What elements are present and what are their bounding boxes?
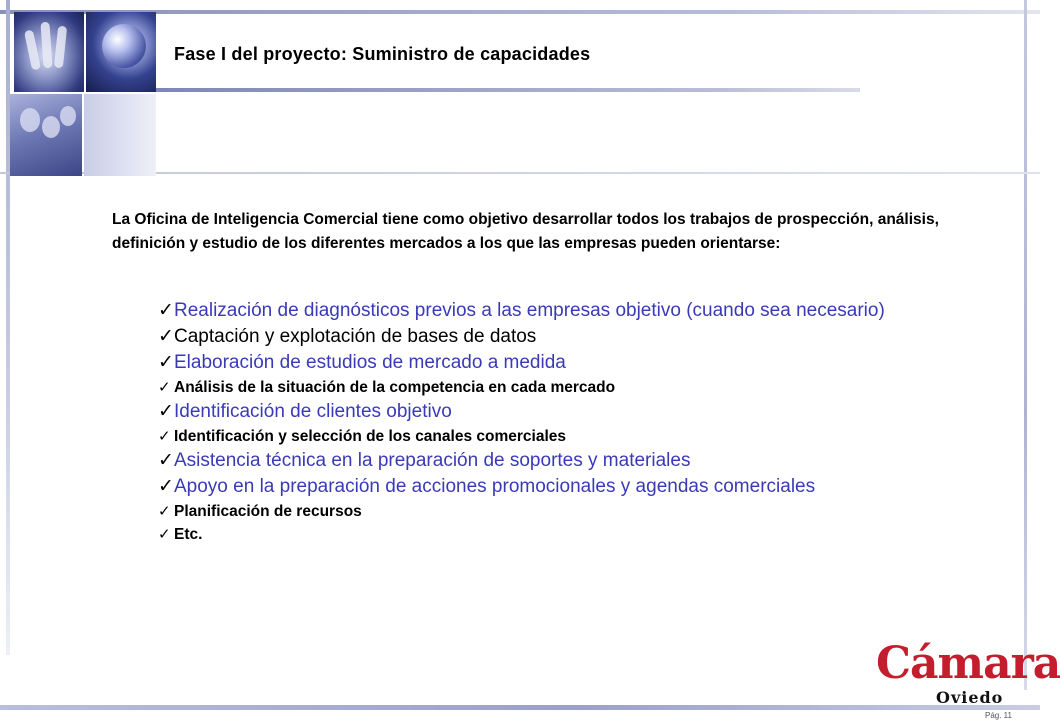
checkmark-icon: ✓	[158, 476, 174, 497]
bullet-text: Asistencia técnica en la preparación de soportes y materiales	[174, 450, 691, 471]
hands-photo	[14, 12, 84, 92]
team-photo	[10, 94, 82, 176]
bullet-text: Identificación de clientes objetivo	[174, 401, 452, 422]
bullet-item	[158, 474, 958, 500]
bullet-item	[158, 350, 958, 376]
middle-divider	[0, 172, 1040, 174]
checkmark-icon: ✓	[158, 401, 174, 422]
checkmark-icon: ✓	[158, 352, 174, 373]
collage-fade	[84, 94, 156, 176]
bullet-list	[158, 298, 958, 546]
bullet-text: Realización de diagnósticos previos a las empresas objetivo (cuando sea necesario)	[174, 300, 885, 321]
logo-brand: Cámara	[876, 638, 1060, 689]
slide-title: Fase I del proyecto: Suministro de capacidades	[174, 44, 591, 64]
intro-paragraph: La Oficina de Inteligencia Comercial tiene como objetivo desarrollar todos los trabajos de prospección, análisis, definición y estudio de los diferentes mercados a los que las empresas pueden orientarse:	[112, 211, 939, 252]
bullet-item	[158, 399, 958, 425]
bottom-divider	[0, 705, 1040, 710]
checkmark-icon: ✓	[158, 379, 171, 396]
bullet-item	[158, 298, 958, 324]
bullet-text: Planificación de recursos	[174, 503, 362, 520]
camara-logo	[876, 638, 1060, 707]
bullet-text: Análisis de la situación de la competencia en cada mercado	[174, 379, 616, 396]
bullet-item	[158, 523, 958, 546]
globe-photo	[86, 12, 156, 92]
top-divider	[0, 10, 1040, 14]
bullet-text: Etc.	[174, 526, 203, 543]
bullet-item	[158, 376, 958, 399]
checkmark-icon: ✓	[158, 300, 174, 321]
bullet-text: Apoyo en la preparación de acciones promocionales y agendas comerciales	[174, 476, 816, 497]
logo-city: Oviedo	[936, 688, 1004, 707]
checkmark-icon: ✓	[158, 450, 174, 471]
bullet-text: Elaboración de estudios de mercado a medida	[174, 352, 566, 373]
checkmark-icon: ✓	[158, 326, 174, 347]
bullet-item	[158, 425, 958, 448]
bullet-item	[158, 324, 958, 350]
checkmark-icon: ✓	[158, 526, 171, 543]
checkmark-icon: ✓	[158, 503, 171, 520]
right-divider	[1024, 0, 1027, 690]
bullet-item	[158, 500, 958, 523]
bullet-text: Captación y explotación de bases de datos	[174, 326, 537, 347]
page-number: Pág. 11	[985, 711, 1012, 720]
checkmark-icon: ✓	[158, 428, 171, 445]
bullet-item	[158, 448, 958, 474]
title-underline	[155, 88, 860, 92]
bullet-text: Identificación y selección de los canales comerciales	[174, 428, 566, 445]
